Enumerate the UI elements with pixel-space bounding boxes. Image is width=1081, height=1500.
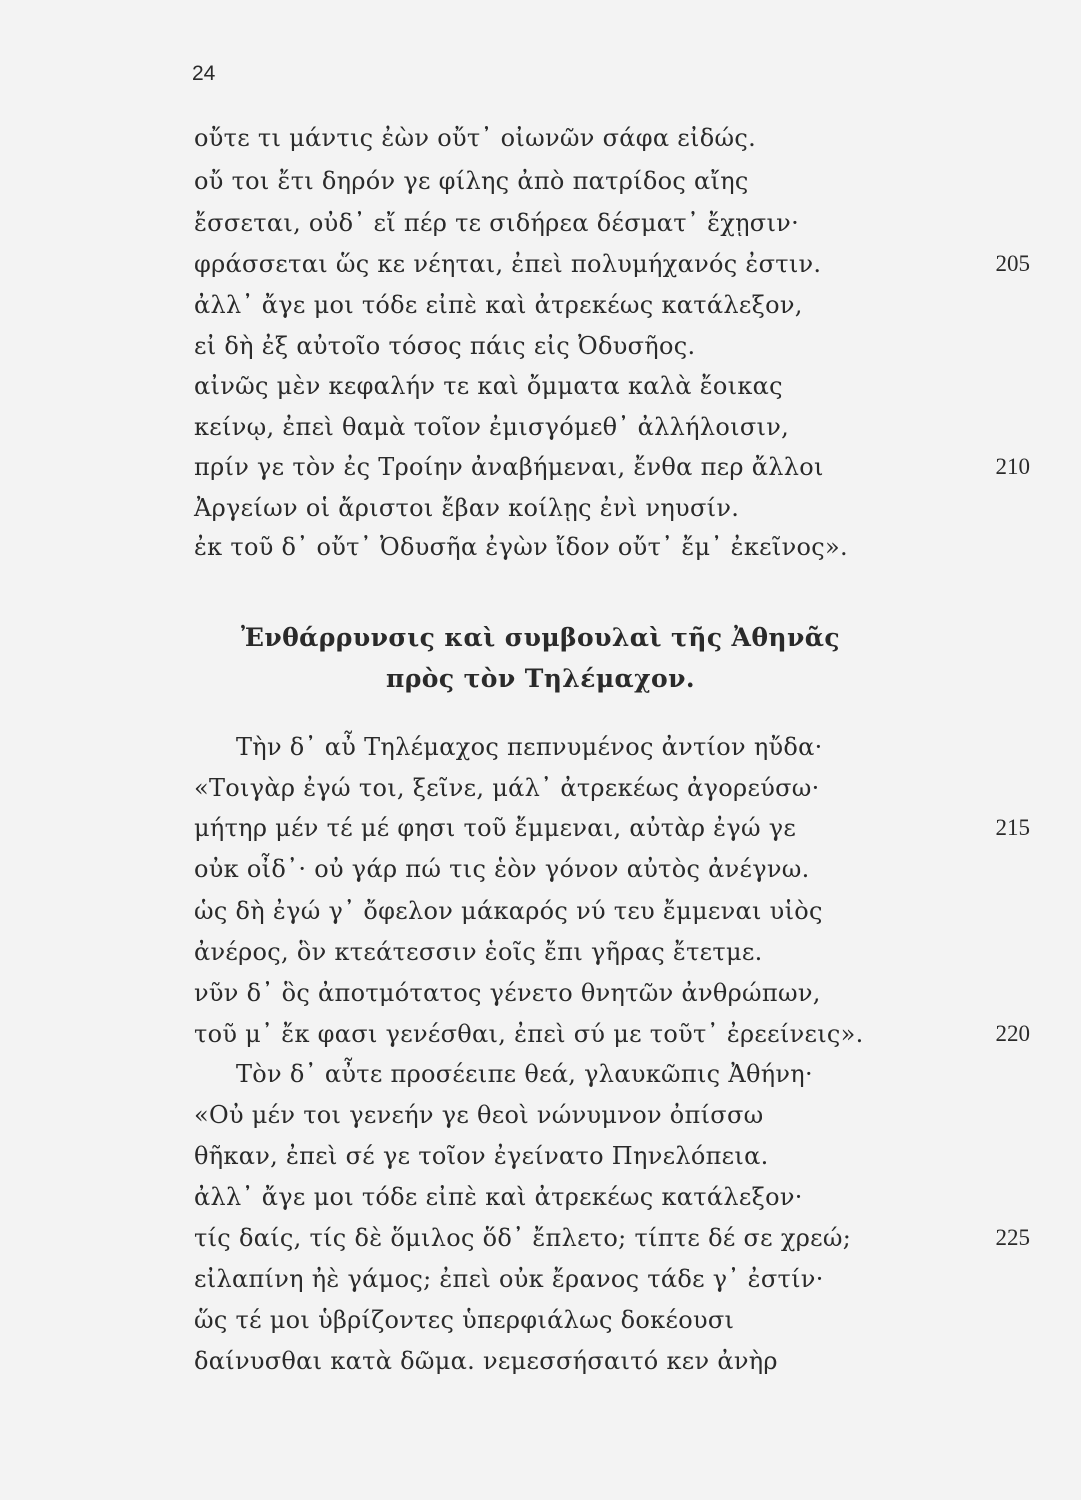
line-number: 205 xyxy=(995,251,1030,276)
verse-line: Τὴν δ᾽ αὖ Τηλέμαχος πεπνυμένος ἀντίον ηὔδα· xyxy=(236,733,823,761)
verse-line: εἰ δὴ ἐξ αὐτοῖο τόσος πάις εἰς Ὀδυσῆος. xyxy=(194,332,696,360)
verse-line: θῆκαν, ἐπεὶ σέ γε τοῖον ἐγείνατο Πηνελόπεια. xyxy=(194,1142,769,1170)
verse-line: «Τοιγὰρ ἐγώ τοι, ξεῖνε, μάλ᾽ ἀτρεκέως ἀγορεύσω· xyxy=(194,774,820,802)
verse-line: ἐκ τοῦ δ᾽ οὔτ᾽ Ὀδυσῆα ἐγὼν ἴδον οὔτ᾽ ἔμ᾽ ἐκεῖνος». xyxy=(194,533,848,561)
verse-line: αἰνῶς μὲν κεφαλήν τε καὶ ὄμματα καλὰ ἔοικας xyxy=(194,372,783,400)
verse-line: ἔσσεται, οὐδ᾽ εἴ πέρ τε σιδήρεα δέσματ᾽ ἔχῃσιν· xyxy=(194,209,799,237)
verse-line: Ἀργείων οἱ ἄριστοι ἔβαν κοίλῃς ἐνὶ νηυσίν. xyxy=(194,494,740,522)
verse-line: ὥς τέ μοι ὑβρίζοντες ὑπερφιάλως δοκέουσι xyxy=(194,1306,735,1334)
verse-line: ἀλλ᾽ ἄγε μοι τόδε εἰπὲ καὶ ἀτρεκέως κατάλεξον· xyxy=(194,1183,803,1211)
page-number: 24 xyxy=(192,62,216,85)
verse-line: κείνῳ, ἐπεὶ θαμὰ τοῖον ἐμισγόμεθ᾽ ἀλλήλοισιν, xyxy=(194,413,790,441)
verse-line: Τὸν δ᾽ αὖτε προσέειπε θεά, γλαυκῶπις Ἀθήνη· xyxy=(236,1060,813,1088)
verse-line: ἀλλ᾽ ἄγε μοι τόδε εἰπὲ καὶ ἀτρεκέως κατάλεξον, xyxy=(194,291,803,319)
verse-line: οὐκ οἶδ᾽· οὐ γάρ πώ τις ἑὸν γόνον αὐτὸς ἀνέγνω. xyxy=(194,855,810,883)
verse-line: εἰλαπίνη ἠὲ γάμος; ἐπεὶ οὐκ ἔρανος τάδε γ᾽ ἐστίν· xyxy=(194,1265,824,1293)
verse-line: τίς δαίς, τίς δὲ ὅμιλος ὅδ᾽ ἔπλετο; τίπτε δέ σε χρεώ; xyxy=(194,1224,852,1252)
verse-line: τοῦ μ᾽ ἔκ φασι γενέσθαι, ἐπεὶ σύ με τοῦτ᾽ ἐρεείνεις». xyxy=(194,1020,864,1048)
verse-line: μήτηρ μέν τέ μέ φησι τοῦ ἔμμεναι, αὐτὰρ ἐγώ γε xyxy=(194,814,797,842)
verse-line: ἀνέρος, ὃν κτεάτεσσιν ἑοῖς ἔπι γῆρας ἔτετμε. xyxy=(194,938,763,966)
verse-line: νῦν δ᾽ ὃς ἀποτμότατος γένετο θνητῶν ἀνθρώπων, xyxy=(194,979,821,1007)
verse-line: «Οὐ μέν τοι γενεήν γε θεοὶ νώνυμνον ὀπίσσω xyxy=(194,1101,764,1129)
verse-line: πρίν γε τὸν ἐς Τροίην ἀναβήμεναι, ἔνθα περ ἄλλοι xyxy=(194,453,824,481)
section-heading: πρὸς τὸν Τηλέμαχον. xyxy=(386,664,695,693)
verse-line: ὡς δὴ ἐγώ γ᾽ ὄφελον μάκαρός νύ τευ ἔμμεναι υἱὸς xyxy=(194,897,823,925)
line-number: 220 xyxy=(995,1021,1030,1046)
verse-line: οὔ τοι ἔτι δηρόν γε φίλης ἀπὸ πατρίδος αἴης xyxy=(194,167,749,195)
verse-line: φράσσεται ὥς κε νέηται, ἐπεὶ πολυμήχανός ἐστιν. xyxy=(194,250,822,278)
line-number: 225 xyxy=(995,1225,1030,1250)
line-number: 210 xyxy=(995,454,1030,479)
line-number: 215 xyxy=(995,815,1030,840)
verse-line: δαίνυσθαι κατὰ δῶμα. νεμεσσήσαιτό κεν ἀνὴρ xyxy=(194,1347,778,1375)
verse-line: οὔτε τι μάντις ἐὼν οὔτ᾽ οἰωνῶν σάφα εἰδώς. xyxy=(194,124,757,152)
section-heading: Ἐνθάρρυνσις καὶ συμβουλαὶ τῆς Ἀθηνᾶς xyxy=(240,623,841,652)
